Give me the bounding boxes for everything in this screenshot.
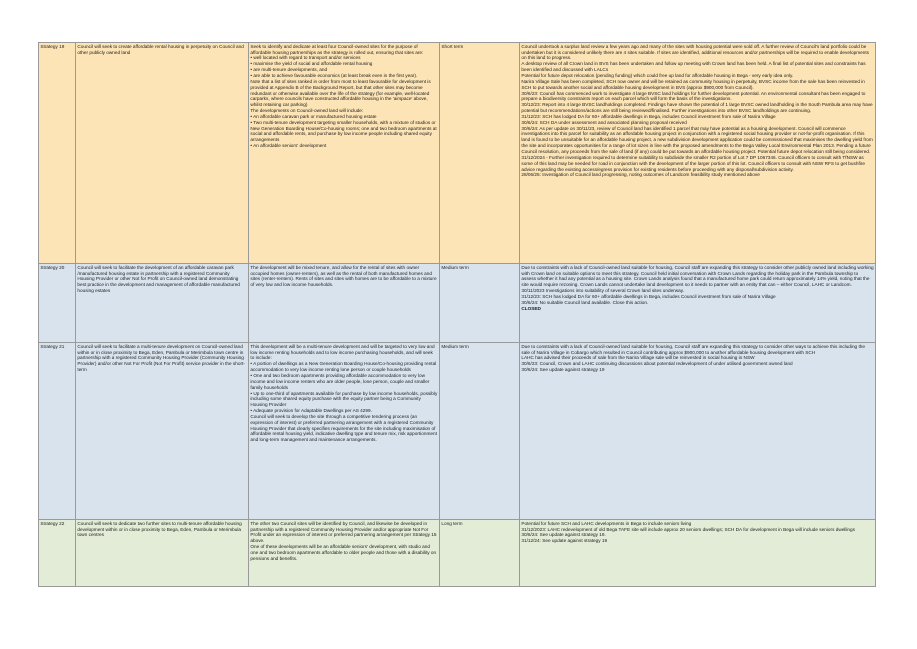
update-line: 30/6/24: As per update on 30/11/23, review of Council land has identified 1 parcel that may have potential as a housing development. Council will commence investigations into this parcel for suitability as an affordable housing project in conjunction with a registered social housing provider or not-for-profit organisation. If this land is found to be unsuitable for an affordable housing project, a new subdivision development application could be commissioned that maximises the dwelling yield from the site and incorporates opportunities for a range of lot sizes in line with the proposed amendments to the Bega Valley Local Environmental Plan 2013. Pending a future Council resolution, any proceeds from the sale of land (if any) could be put towards an affordable housing project. Potential future depot relocation still being considered. (521, 125, 873, 154)
update-line: Narira Village Sale has been completed, SCH now owner and will be retained as community housing in perpetuity, BVSC income from the sale has been reinvested in SCH to put towards another social and affordable housing development in BVS (approx $900,000 from Council). (521, 78, 865, 90)
update-line: 30/6/24: No suitable Council land available. Close this action. (521, 299, 649, 305)
update-line: 30/6/23: Council has commenced work to investigate 4 large BVSC land holdings for further development potential. An environmental consultant has been engaged to prepare a biodiversity constraints report on each parcel which will form the basis of the investigations. (521, 90, 866, 102)
detail-line: • A portion of dwellings as a New Generation Boarding House/Co-housing providing rental accommodation to very low income renting lone person or couple households (250, 361, 437, 373)
term-cell: Long term (440, 520, 520, 587)
update-cell (520, 520, 876, 587)
detail-line: • One and two bedroom apartments providing affordable accommodation to very low income and low income renters who are older people, lone person, couple and smaller family households (250, 373, 430, 390)
update-line: Council undertook a surplus land review a few years ago and many of the sites with housing potential were sold off. A further review of Council's land portfolio could be undertaken but it is considered unlikely there are 4 sites suitable. If sites are identified, additional resources and/or partnerships will be required to enable developments on this land to progress. (521, 43, 869, 61)
update-line: Potential for future SCH and LAHC developments in Bega to include seniors living (521, 520, 692, 526)
detail-line: • maximise the yield of social and affordable rental housing (250, 61, 373, 67)
detail-line: • Two multi-tenure development targeting smaller households, with a mixture of studios or New Generation Boarding House/Co-housing rooms; one and two bedroom apartments at social and affordable rents, and purchase by low income people including shared equity arrangements (250, 119, 437, 143)
strategy-detail-cell (249, 520, 440, 587)
strategy-text-cell: Council will seek to dedicate two further sites to multi-tenure affordable housing development within or in close proximity to Bega, Eden, Pambula or Merimbula town centres (76, 520, 249, 587)
update-cell (520, 43, 876, 264)
detail-line: • An affordable caravan park or manufactured housing estate (250, 113, 377, 119)
term-cell: Short term (440, 43, 520, 264)
update-line: 31/12/24: See update against strategy 19 (521, 538, 608, 544)
update-line: Due to constraints with a lack of Council-owned land suitable for housing, Council staff are expanding this strategy to consider other ways to achieve this including the sale of Narira Village in Cobargo which resulted in Council contributing approx $900,000 to another affordable housing development with SCH (521, 343, 865, 355)
update-line: 30/6/24: SCH DA under assessment and associated planning proposal received (521, 119, 687, 125)
table-row-strategy-19 (39, 43, 876, 264)
strategy-text-cell: Council will seek to create affordable rental housing in perpetuity on Council and other publicly owned land (76, 43, 249, 264)
detail-line: • Up to one-third of apartments available for purchase by low income households, possibly including some shared equity purchase with the equity partner being a Community Housing Provider (250, 390, 438, 408)
strategy-id-cell: Strategy 19 (39, 43, 76, 264)
update-line: 31/12/23: SCH has lodged DA for 60+ affordable dwellings in Bega, includes Council investment from sale of Narira Village (521, 294, 776, 300)
strategy-table (38, 42, 876, 587)
strategy-text-cell: Council will seek to facilitate a multi-tenure development on Council-owned land within or in close proximity to Bega, Eden, Pambula or Merimbula town centre in partnership with a registered Community Housing Provider (Community Housing Provider) and/or other Not For Profit (Not For Profit) service provider in the short-term (76, 343, 249, 520)
table-row-strategy-21 (39, 343, 876, 520)
detail-line: • are multi-tenure developments, and (250, 67, 328, 73)
update-line: 30/6/24: See update against strategy 19. (521, 532, 606, 538)
strategy-id-cell: Strategy 20 (39, 264, 76, 343)
update-line: 30/12/23: Report into 4 large BVSC landholdings completed. Findings have shown the potential of 1 large BVSC owned landholding in the South Pambula area may have potential but recommendations/actions are still being reviewed/finalised. Further investigations into other BVSC landholdings are continuing. (521, 102, 873, 114)
strategy-text-cell: Council will seek to facilitate the development of an affordable caravan park /manufactured housing estate in partnership with a registered Community Housing Provider or other Not for Profit on Council-owned land demonstrating best practice in the development and management of affordable manufactured housing estates (76, 264, 249, 343)
update-line: 31/12/2023: LAHC redevelopment of old Bega TAFE site will include approx 20 seniors dwellings; SCH DA for development in Bega will include seniors dwellings (521, 526, 855, 532)
detail-line: One of these developments will be an affordable seniors' development, with studio and one and two bedroom apartments affordable to older people and those with a disability on pensions and benefits. (250, 544, 437, 561)
closed-status-label: CLOSED (521, 305, 541, 311)
detail-line: The development will be mixed tenure, and allow for the rental of sites with owner occupied homes (owner-renters), as well as the rental of both manufactured homes and sites (renter-renters). Rents of sites and sites with homes are to be affordable to a mixture of very low and low income households. (250, 264, 437, 288)
update-line: Potential for future depot relocation (pending funding) which could free up land for affordable housing in Bega - very early idea only. (521, 73, 794, 79)
update-line: 31/12/23: SCH has lodged DA for 60+ affordable dwellings in Bega, includes Council investment from sale of Narira Village (521, 113, 776, 119)
detail-line: The other two Council sites will be identified by Council, and likewise be developed in partnership with a registered Community Housing Provider and/or appropriate Not For Profit under an expression of interest or preferred partnering arrangement per Strategy 15 above. (250, 520, 437, 544)
strategy-detail-cell (249, 343, 440, 520)
detail-line: • well located with regard to transport and/or services (250, 55, 361, 61)
update-line: 28/06/25: Investigation of Council land progressing, noting outcomes of Landcom feasibility study mentioned above (521, 172, 760, 178)
strategy-detail-cell (249, 264, 440, 343)
detail-line: • Adequate provision for Adaptable Dwellings per AS 4299. (250, 408, 372, 414)
detail-line: Note that a list of sites ranked in order from most to least favourable for development is provided at Appendix B of the Background Report, but that other sites may become redundant or otherwise available over the life of the strategy (for example, well-located carparks, where councils have constructed affordable housing in the 'airspace' above, whilst retaining car parking) (250, 78, 431, 108)
update-line: Due to constraints with a lack of Council-owned land suitable for housing, Council staff are expanding this strategy to consider other publicly owned land including working with Crown land on suitable options to meet this strategy. Council held initial conversation with Crown Lands regarding the holiday park in the Pambula township to assess whether it had any potential as a housing site. Crown Lands analysis found that a manufactured home park could return approximately 14% yield, noting that the site would require rezoning. Crown Lands cannot undertake land development so it needs to partner with an entity that can – either Council, LAHC or Landcom. (521, 264, 874, 288)
term-cell: Medium term (440, 343, 520, 520)
update-line: A desktop review of all Crown land in BVS has been undertaken and follow up meeting with Crown land has been held. A final list of potential sites and constraints has been identified and discussed with LALCs (521, 61, 866, 73)
strategy-detail-cell (249, 43, 440, 264)
detail-line: Seek to identify and dedicate at least four Council-owned sites for the purpose of affordable housing partnerships as the strategy is rolled out, ensuring that sites are: (250, 43, 424, 55)
update-cell (520, 264, 876, 343)
update-line: LAHC has advised their proceeds of sale from the Narira Village sale will be reinvested in social housing in NSW (521, 355, 755, 361)
update-line: 30/11/2023 Investigations into suitability of several Crown land sites underway. (521, 288, 685, 294)
detail-line: • An affordable seniors' development (250, 143, 327, 149)
detail-line: The developments on Council-owned land will include: (250, 108, 364, 114)
detail-line: • are able to achieve favourable economics (at least break even in the first year). (250, 73, 418, 79)
update-line: 31/12/2024 - Further investigation required to determine suitability to subdivide the smaller R2 portion of Lot 7 DP 1067346. Council officers to consult with TfNSW as some of this land may be needed for road in conjunction with the development of the larger portion of this lot. Council officers to consult with NSW RFS to get bushfire advice regarding the existing access/egress provision for existing residents before proceeding with any disposal/subdivision activity. (521, 154, 865, 172)
detail-line: Council will seek to develop the site through a competitive tendering process (an expression of interest) or preferred partnering arrangement with a registered Community Housing Provider that clearly specifies requirements for the site including maximisation of affordable rental housing yield, indicative dwelling type and tenure mix, risk apportionment and long-term management and maintenance arrangements. (250, 413, 437, 443)
strategy-id-cell: Strategy 22 (39, 520, 76, 587)
update-cell (520, 343, 876, 520)
update-line: 30/6/24: See update against strategy 19 (521, 367, 605, 373)
detail-line: This development will be a multi-tenure development and will be targeted to very low and low income renting households and to low income purchasing households, and will seek to include: (250, 343, 435, 361)
term-cell: Medium term (440, 264, 520, 343)
table-row-strategy-22 (39, 520, 876, 587)
update-line: 30/6/23: Council, Crown and LAHC continuing discussions about potential redevelopment of under utilised government owned land (521, 361, 793, 367)
table-row-strategy-20 (39, 264, 876, 343)
strategy-id-cell: Strategy 21 (39, 343, 76, 520)
